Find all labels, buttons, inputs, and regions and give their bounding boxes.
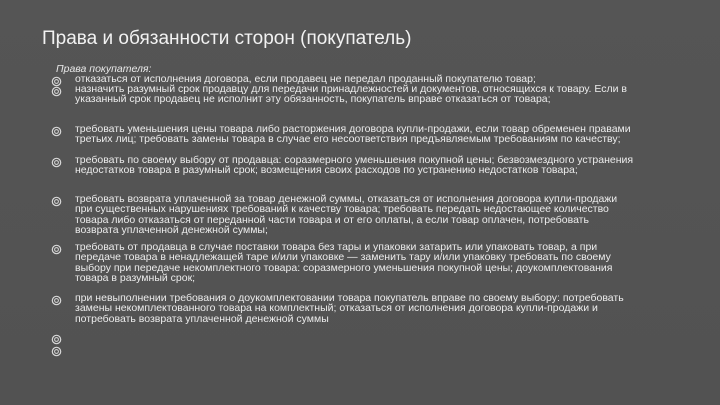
ring-bullet-icon [51, 196, 62, 207]
list-item: требовать возврата уплаченной за товар денежной суммы, отказаться от исполнения договора купли-продажи при существенных нарушениях требований к качеству товара; требовать передать недостающее количество товара либо отказаться от переданной части товара и от его оплаты, а если товар оплачен, потребовать возврата уплаченной денежной суммы; [75, 193, 618, 236]
ring-bullet-icon [51, 244, 62, 255]
list-item: требовать от продавца в случае поставки товара без тары и упаковки затарить или упаковать товар, а при передаче товара в ненадлежащей таре и/или упаковке — заменить тару и/или упаковку требовать по своему выбору при передаче некомплектного товара: соразмерного уменьшения покупной цены; доукомплектования товара в разумный срок; [75, 241, 613, 284]
ring-bullet-icon [51, 157, 62, 168]
ring-bullet-icon [51, 295, 62, 306]
list-item: требовать уменьшения цены товара либо расторжения договора купли-продажи, если товар обременен правами третьих лиц; требовать замены товара в случае его несоответствия предъявляемым требованиям по качеству; [75, 123, 631, 146]
ring-bullet-icon [51, 334, 62, 345]
list-item: отказаться от исполнения договора, если продавец не передал проданный покупателю товар; [75, 73, 536, 85]
list-item: требовать по своему выбору от продавца: соразмерного уменьшения покупной цены; безвозмездного устранения недостатков товара в разумный срок; возмещения своих расходов по устранению недостатков товара; [75, 154, 634, 177]
slide-subtitle: Права покупателя: [56, 63, 152, 75]
ring-bullet-icon [51, 86, 62, 97]
list-item: при невыполнении требования о доукомплектовании товара покупатель вправе по своему выбору: потребовать замены некомплектованного товара на комплектный; отказаться от исполнения договора купли-продажи и потребовать возврата уплаченной денежной суммы [75, 292, 624, 325]
list-item: назначить разумный срок продавцу для передачи принадлежностей и документов, относящихся к товару. Если в указанный срок продавец не исполнит эту обязанность, покупатель вправе отказаться от товара; [75, 83, 627, 106]
slide-title: Права и обязанности сторон (покупатель) [42, 28, 412, 49]
ring-bullet-icon [51, 126, 62, 137]
ring-bullet-icon [51, 346, 62, 357]
